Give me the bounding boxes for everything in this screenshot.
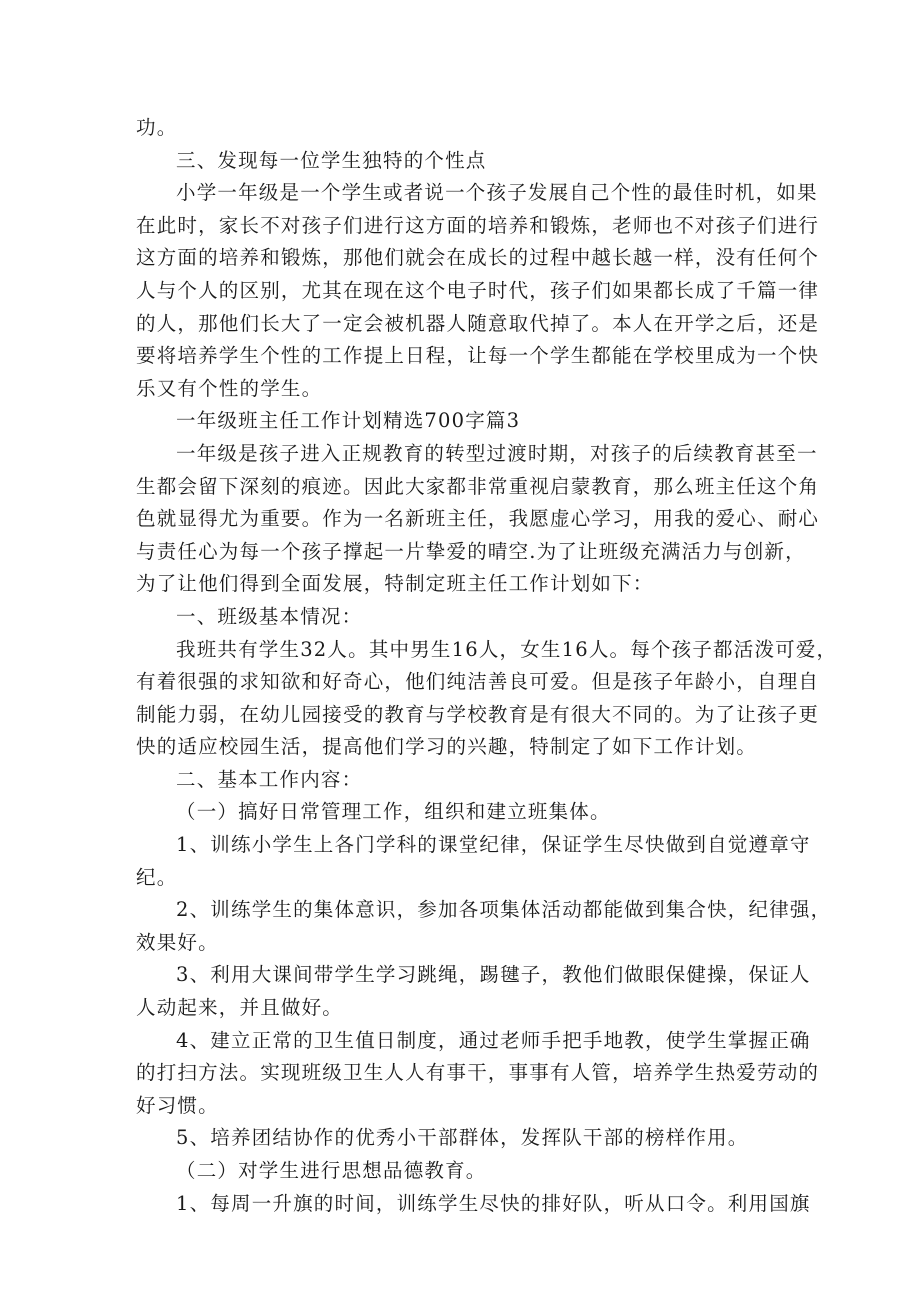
text-line: 一年级是孩子进入正规教育的转型过渡时期，对孩子的后续教育甚至一 bbox=[176, 441, 818, 465]
text-line: 好习惯。 bbox=[136, 1093, 219, 1117]
text-line: 5、培养团结协作的优秀小干部群体，发挥队干部的榜样作用。 bbox=[176, 1126, 749, 1150]
text-line: （二）对学生进行思想品德教育。 bbox=[176, 1159, 487, 1182]
text-line: 的打扫方法。实现班级卫生人人有事干，事事有人管，培养学生热爱劳动的 bbox=[136, 1061, 820, 1085]
text-line: 三、发现每一位学生独特的个性点 bbox=[176, 148, 487, 172]
text-line: 小学一年级是一个学生或者说一个孩子发展自己个性的最佳时机，如果 bbox=[176, 181, 818, 205]
text-line: 生都会留下深刻的痕迹。因此大家都非常重视启蒙教育，那么班主任这个角 bbox=[136, 474, 820, 498]
text-line: 功。 bbox=[136, 116, 178, 139]
text-line: 二、基本工作内容： bbox=[176, 767, 363, 791]
text-line: 要将培养学生个性的工作提上日程，让每一个学生都能在学校里成为一个快 bbox=[136, 344, 820, 368]
text-line: 1、每周一升旗的时间，训练学生尽快的排好队，听从口令。利用国旗 bbox=[176, 1191, 811, 1215]
text-line: 这方面的培养和锻炼，那他们就会在成长的过程中越长越一样，没有任何个 bbox=[136, 246, 820, 270]
text-line: 色就显得尤为重要。作为一名新班主任，我愿虚心学习，用我的爱心、耐心 bbox=[136, 507, 820, 531]
text-line: 制能力弱，在幼儿园接受的教育与学校教育是有很大不同的。为了让孩子更 bbox=[136, 702, 820, 726]
text-line: 有着很强的求知欲和好奇心，他们纯洁善良可爱。但是孩子年龄小，自理自 bbox=[136, 670, 820, 694]
text-line: 我班共有学生32人。其中男生16人，女生16人。每个孩子都活泼可爱， bbox=[176, 637, 838, 661]
text-line: 效果好。 bbox=[136, 930, 219, 954]
text-line: 1、训练小学生上各门学科的课堂纪律，保证学生尽快做到自觉遵章守 bbox=[176, 833, 811, 857]
text-line: 的人，那他们长大了一定会被机器人随意取代掉了。本人在开学之后，还是 bbox=[136, 311, 820, 335]
text-line: 3、利用大课间带学生学习跳绳，踢毽子，教他们做眼保健操，保证人 bbox=[176, 963, 811, 987]
text-line: 人动起来，并且做好。 bbox=[136, 996, 344, 1020]
text-line: 与责任心为每一个孩子撑起一片挚爱的晴空.为了让班级充满活力与创新， bbox=[136, 539, 806, 563]
text-line: 纪。 bbox=[136, 865, 178, 889]
text-line: 2、训练学生的集体意识，参加各项集体活动都能做到集合快，纪律强， bbox=[176, 898, 832, 922]
document-body bbox=[136, 112, 838, 1220]
text-line: 快的适应校园生活，提高他们学习的兴趣，特制定了如下工作计划。 bbox=[136, 735, 758, 759]
text-line: 一年级班主任工作计划精选700字篇3 bbox=[176, 409, 521, 433]
text-line: 为了让他们得到全面发展，特制定班主任工作计划如下： bbox=[136, 572, 654, 596]
text-line: 4、建立正常的卫生值日制度，通过老师手把手地教，使学生掌握正确 bbox=[176, 1028, 811, 1052]
text-line: （一）搞好日常管理工作，组织和建立班集体。 bbox=[176, 800, 611, 824]
text-line: 一、班级基本情况： bbox=[176, 604, 363, 628]
text-line: 在此时，家长不对孩子们进行这方面的培养和锻炼，老师也不对孩子们进行 bbox=[136, 213, 820, 237]
text-line: 乐又有个性的学生。 bbox=[136, 376, 323, 400]
text-line: 人与个人的区别，尤其在现在这个电子时代，孩子们如果都长成了千篇一律 bbox=[136, 278, 820, 302]
